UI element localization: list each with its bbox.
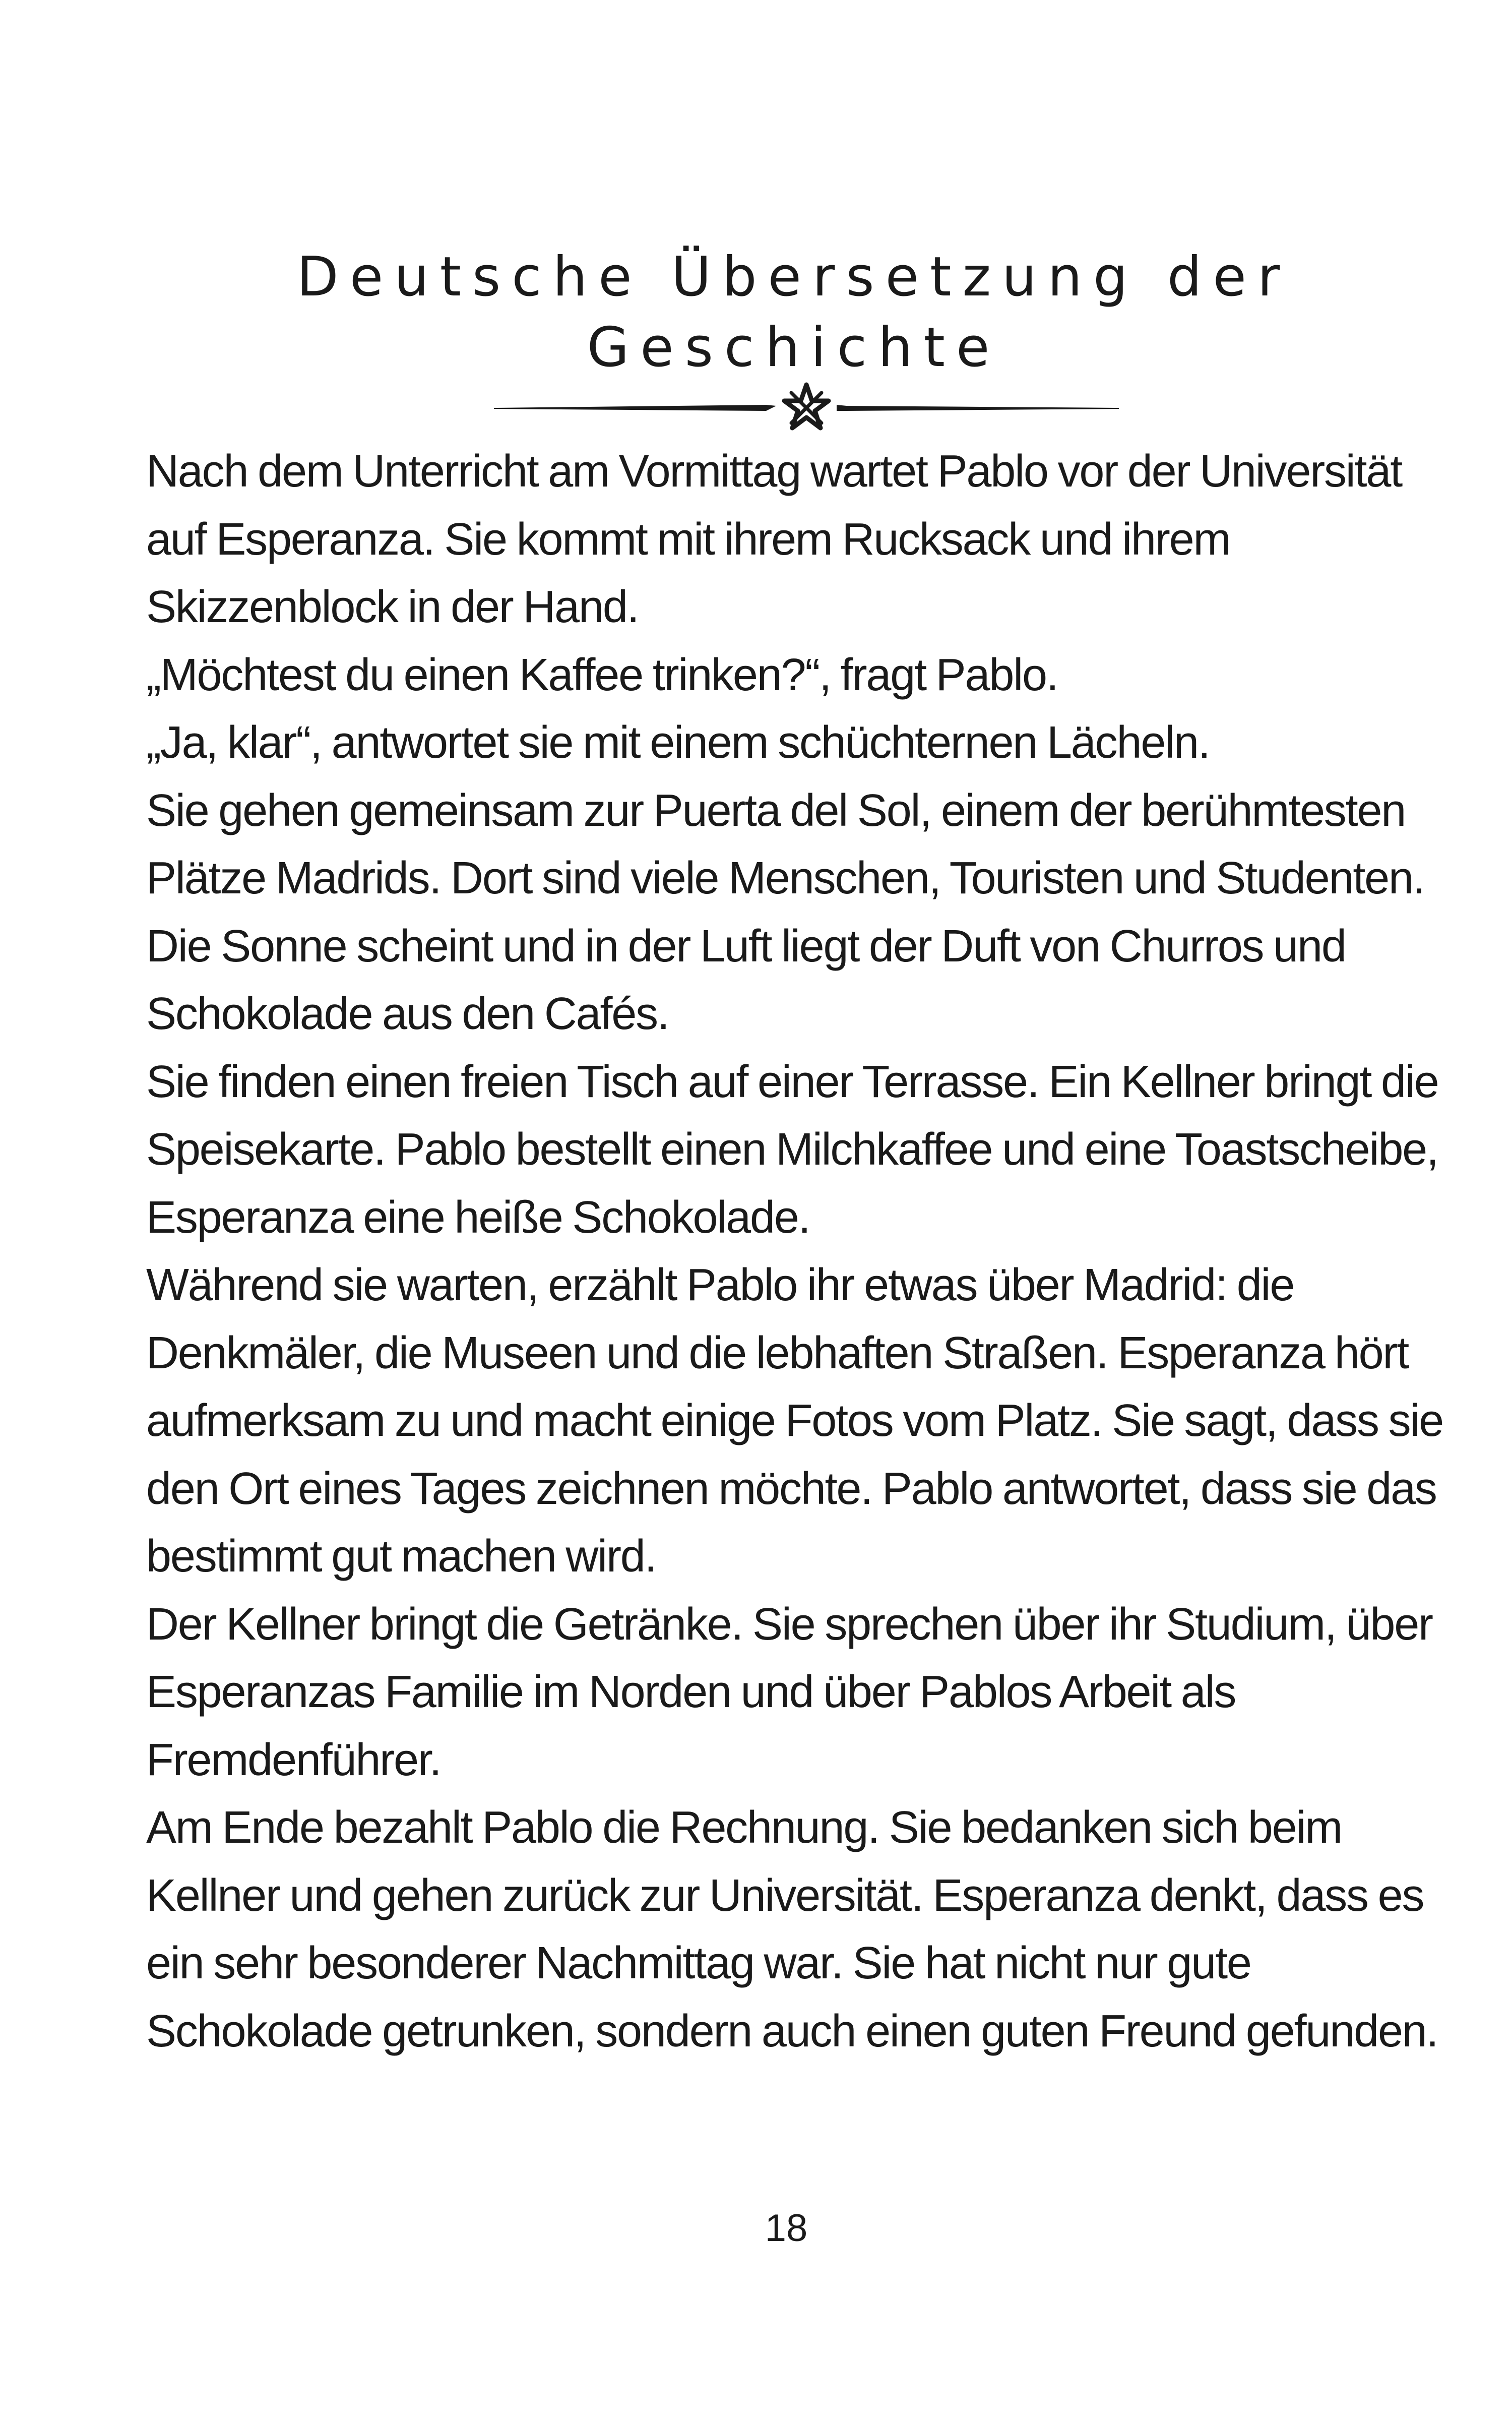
- story-paragraph-5: Sie finden einen freien Tisch auf einer Terrasse. Ein Kellner bringt die Speisekarte. Pablo bestellt einen Milchkaffee und eine Toastscheibe, Esperanza eine heiße Schokolade.: [146, 1056, 1438, 1243]
- story-paragraph-2: „Möchtest du einen Kaffee trinken?“, fragt Pablo.: [146, 649, 1058, 700]
- story-text: [146, 438, 1446, 2065]
- story-paragraph-7: Der Kellner bringt die Getränke. Sie sprechen über ihr Studium, über Esperanzas Familie im Norden und über Pablos Arbeit als Fremdenführer.: [146, 1599, 1432, 1785]
- story-paragraph-4: Sie gehen gemeinsam zur Puerta del Sol, einem der berühmtesten Plätze Madrids. Dort sind viele Menschen, Touristen und Studenten. Die Sonne scheint und in der Luft liegt der Duft von Churros und Schokolade aus den Cafés.: [146, 785, 1424, 1039]
- page-title: Deutsche Übersetzung der Geschichte: [296, 246, 1291, 379]
- story-paragraph-1: Nach dem Unterricht am Vormittag wartet Pablo vor der Universität auf Esperanza. Sie kommt mit ihrem Rucksack und ihrem Skizzenblock in der Hand.: [146, 446, 1402, 632]
- story-paragraph-3: „Ja, klar“, antwortet sie mit einem schüchternen Lächeln.: [146, 717, 1210, 768]
- story-paragraph-8: Am Ende bezahlt Pablo die Rechnung. Sie bedanken sich beim Kellner und gehen zurück zur Universität. Esperanza denkt, dass es ein sehr besonderer Nachmittag war. Sie hat nicht nur gute Schokolade getrunken, sondern auch einen guten Freund gefunden.: [146, 1802, 1438, 2056]
- page-number: 18: [765, 2207, 808, 2250]
- title-divider: [494, 371, 1119, 431]
- star-icon: [784, 385, 829, 428]
- story-paragraph-6: Während sie warten, erzählt Pablo ihr etwas über Madrid: die Denkmäler, die Museen und die lebhaften Straßen. Esperanza hört aufmerksam zu und macht einige Fotos vom Platz. Sie sagt, dass sie den Ort eines Tages zeichnen möchte. Pablo antwortet, dass sie das bestimmt gut machen wird.: [146, 1260, 1443, 1582]
